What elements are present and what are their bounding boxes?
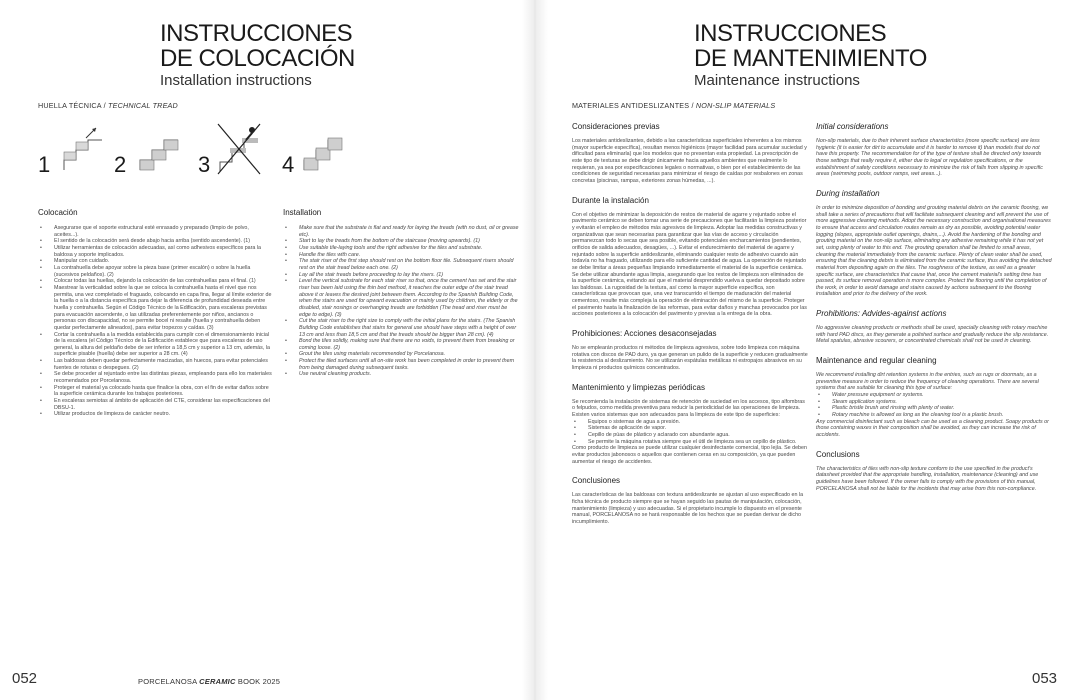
list-item: • Cortar la contrahuella a la medida establecida para cumplir con el dimensionamiento inicial de la escalera (el Código Técnico de la Edificación establece que para escaleras de uso general, la altura del peldaño debe de ser inferior a 18,5 cm y superior a 13 cm, además, la superficie pisable (huella) debe ser superior a 28 cm. (4) bbox=[38, 332, 274, 359]
right-english-column bbox=[816, 122, 1052, 492]
right-section-es: MATERIALES ANTIDESLIZANTES bbox=[572, 101, 690, 110]
list-item: • Sistemas de aplicación de vapor. bbox=[572, 425, 808, 432]
list-item: • Use suitable tile-laying tools and the right adhesive for the tiles and substrate. bbox=[283, 245, 519, 252]
stair-step-2-illustration bbox=[138, 124, 180, 174]
durante-text: Con el objetivo de minimizar la deposición de restos de material de agarre y rejuntado sobre el pavimento cerámico se deben tomar una serie de precauciones que facilitarán la limpieza posterior y evitarán el empleo de métodos más agresivos de limpieza. Adoptar las medidas constructivas y organizativas que sean necesarias para garantizar que las vías de acceso y circulación permanezcan todo lo secas que sea posible, evitando potenciales encharcamientos (pendientes, orificios de salida adecuados, desagües, ...). Evitar el endurecimiento del material de agarre y rejuntado sobre la superficie antideslizante, eliminando cualquier resto de adhesivo cuando aún todavía no ha fraguado, utilizando para ello suficiente cantidad de agua. La operación de rejuntado se debe limitar a áreas pequeñas limpiando inmediatamente el material de la superficie cerámica. Se debe utilizar abundante agua limpia, asegurando que los restos de limpieza son eliminados de la superficie cerámica, evitando así que el material desprendido vuelva a quedar depositado sobre las baldosas. La rugosidad de la textura, así como la mayor superficie específica, son características que provocan que, una vez transcurrido el tiempo de maduración del material cementoso, resulte más compleja la operación de eliminación del mismo de la superficie. Proteger el pavimento hasta la finalización de las reformas, para evitar daños y manchas provocados por las acciones posteriores a la colocación del pavimento y previas a la entrega de la obra. bbox=[572, 211, 807, 318]
list-item: • Use neutral cleaning products. bbox=[283, 371, 519, 378]
mantenimiento-list bbox=[572, 419, 808, 446]
conclusiones-text: Las características de las baldosas con textura antideslizante se ajustan al uso especificado en la ficha técnica de producto siempre que se hayan seguido las pautas de manipulación, colocación, mantenimiento (limpieza) y uso adecuadas. Si el propietario incumple lo dispuesto en el presente manual, PORCELANOSA no se hará responsable de los hechos que se puedan derivar de dicho incumplimiento. bbox=[572, 492, 804, 525]
list-item: • Steam application systems. bbox=[816, 399, 1052, 406]
list-item: • Cepillo de púas de plástico y aclarado con abundante agua. bbox=[572, 432, 808, 439]
list-item: • Bond the tiles solidly, making sure that there are no voids, to prevent them from breaking or coming loose. (2) bbox=[283, 338, 519, 351]
list-item: • Plastic bristle brush and rinsing with plenty of water. bbox=[816, 405, 1052, 412]
right-spanish-column bbox=[572, 122, 808, 526]
list-item: • Water pressure equipment or systems. bbox=[816, 392, 1052, 399]
installation-heading: Installation bbox=[283, 208, 322, 217]
initial-text: Non-slip materials, due to their inherent surface characteristics (more specific surface) are less hygienic (it is easier for dirt to accumulate and it is harder to remove it) than models that do not have this property. The recommendation for of the type of texture shall be directed only towards those settings that really require it, either due to legal or regulation specifications, or the establishment of safety conditions necessary to minimize the risk of falls from slipping in specific areas (swimming pools, outdoor ramps, wet areas...). bbox=[816, 138, 1043, 178]
left-section-label bbox=[38, 101, 178, 110]
list-item: • Las baldosas deben quedar perfectamente macizadas, sin huecos, para evitar potenciales fuentes de roturas o despegues. (2) bbox=[38, 358, 274, 371]
list-item: • Utilizar herramientas de colocación adecuadas, así como adhesivos específicos para la baldosa y soporte implicados. bbox=[38, 245, 274, 258]
right-subtitle: Maintenance instructions bbox=[694, 72, 860, 89]
list-item: • Lay all the stair treads before proceeding to lay the risers. (1) bbox=[283, 272, 519, 279]
right-section-en: NON-SLIP MATERIALS bbox=[695, 101, 776, 110]
footer-brand-name: PORCELANOSA bbox=[138, 677, 200, 686]
left-page-number: 052 bbox=[12, 670, 38, 687]
step-number-4: 4 bbox=[282, 152, 295, 177]
page-spine bbox=[522, 0, 548, 700]
stair-step-3-prohibited-illustration bbox=[216, 122, 262, 176]
list-item: • En escaleras semiotas al ámbito de aplicación del CTE, considerar las especificaciones del DBSU-1. bbox=[38, 398, 274, 411]
list-item: • El sentido de la colocación será desde abajo hacia arriba (sentido ascendente). (1) bbox=[38, 238, 274, 245]
step-number-2: 2 bbox=[114, 152, 127, 177]
prohibiciones-text: No se emplearán productos ni métodos de limpieza agresivos, sobre todo limpieza con máquina rotativa con discos de PAD duro, ya que generan un pulido de la superficie y reducen gradualmente la resistencia al deslizamiento. No se utilizarán espátulas metálicas ni estropajos abrasivos en su limpieza ni productos químicos concentrados. bbox=[572, 345, 808, 372]
list-item: • Start to lay the treads from the bottom of the staircase (moving upwards). (1) bbox=[283, 238, 519, 245]
conclusions-text: The characteristics of tiles with non-slip texture conform to the use specified in the product's datasheet provided that the appropriate handling, installation, maintenance (cleaning) and use guidelines have been followed. If the owner fails to comply with the provisions of this manual, PORCELANOSA shall not be liable for the incidents that may arise from this non-compliance. bbox=[816, 465, 1039, 492]
installation-list bbox=[283, 225, 519, 378]
maintenance-text: We recommend installing dirt retention systems in the entries, such as rugs or doormats, as a preventive measure in order to reduce the frequency of cleaning operations. There are several systems that are suitable for cleaning this type of surface: bbox=[816, 372, 1039, 392]
list-item: • Handle the tiles with care. bbox=[283, 252, 519, 259]
prohibiciones-heading: Prohibiciones: Acciones desaconsejadas bbox=[572, 329, 717, 339]
stair-step-4-illustration bbox=[302, 124, 344, 174]
left-title-line1: INSTRUCCIONES bbox=[160, 20, 353, 47]
conclusions-heading: Conclusions bbox=[816, 449, 860, 459]
list-item: • Protect the tiled surfaces until all on-site work has been completed in order to prevent them from being damaged during subsequent tasks. bbox=[283, 358, 519, 371]
list-item: • Colocar todas las huellas, dejando la colocación de las contrahuellas para el final. (1) bbox=[38, 278, 274, 285]
colocacion-heading: Colocación bbox=[38, 208, 78, 217]
right-section-label bbox=[572, 101, 775, 110]
list-item: • Proteger el material ya colocado hasta que finalice la obra, con el fin de evitar daños sobre la superficie cerámica durante los trabajos posteriores. bbox=[38, 385, 274, 398]
list-item: • Se debe proceder al rejuntado entre las distintas piezas, empleando para ello los materiales recomendados por Porcelanosa. bbox=[38, 371, 274, 384]
list-item: • Grout the tiles using materials recommended by Porcelanosa. bbox=[283, 351, 519, 358]
step-number-3: 3 bbox=[198, 152, 211, 177]
left-title-line2: DE COLOCACIÓN bbox=[160, 45, 355, 72]
right-page-number: 053 bbox=[1032, 670, 1058, 687]
left-subtitle: Installation instructions bbox=[160, 72, 312, 89]
list-item: • Se permite la máquina rotativa siempre que el útil de limpieza sea un cepillo de plástico. bbox=[572, 439, 808, 446]
consideraciones-heading: Consideraciones previas bbox=[572, 122, 660, 131]
list-item: • Level the vertical substrate for each stair riser so that, once the cement has set and the stair riser has been laid using the thin bed method, it reaches the outer edge of the stair tread above it or leaves the desired joint between them. According to the Spanish Building Code, when the stairs are used for upward evacuation or mainly used by children, the elderly or the disabled, stair nosings or overhanging treads are forbidden (The tread and riser must be edge to edge). (3) bbox=[283, 278, 519, 318]
prohibitions-heading: Prohibitions: Advides-against actions bbox=[816, 309, 947, 319]
step-number-1: 1 bbox=[38, 152, 51, 177]
during-heading: During installation bbox=[816, 188, 880, 198]
initial-heading: Initial considerations bbox=[816, 122, 889, 131]
footer-brand bbox=[138, 677, 280, 686]
colocacion-list bbox=[38, 225, 274, 418]
right-title-line1: INSTRUCCIONES bbox=[694, 20, 887, 47]
right-section-sep: / bbox=[689, 101, 696, 110]
list-item: • Utilizar productos de limpieza de carácter neutro. bbox=[38, 411, 274, 418]
list-item: • Rotary machine is allowed as long as the cleaning tool is a plastic brush. bbox=[816, 412, 1052, 419]
prohibitions-text: No aggressive cleaning products or methods shall be used, specially cleaning with rotary machine with hard PAD discs, as they generate a polished surface and gradually reduce the slip resistance. Metal spatulas, abrasive scourers, or concentrated chemicals shall not be used in cleaning. bbox=[816, 325, 1049, 345]
left-section-en: TECHNICAL TREAD bbox=[107, 101, 178, 110]
list-item: • Cut the stair riser to the right size to comply with the initial plans for the stairs. (The Spanish Building Code establishes that stairs for general use should have steps with a height of over 13 cm and less than 18,5 cm and that the treads should be bigger than 28 cm). (4) bbox=[283, 318, 519, 338]
list-item: • Asegurarse que el soporte estructural esté enrasado y preparado (limpio de polvo, aceites...). bbox=[38, 225, 274, 238]
footer-brand-bold: CERAMIC bbox=[199, 677, 236, 686]
during-text: In order to minimize deposition of bonding and grouting material debris on the ceramic flooring, we shall take a series of precautions that will facilitate subsequent cleaning and will prevent the use of more aggressive cleaning methods. Adopt the necessary construction and organisational measures to ensure that access and circulation routes remain as dry as possible, avoiding potential water logging (slopes, appropriate outlet openings, drains,...). Avoid the hardening of the bonding and grouting material on the non-slip surface, eliminating any adhesive remaining while it has not yet set, using plenty of water to this end. The grouting operation shall be limited to small areas, cleaning the material immediately from the ceramic surface. Plenty of clean water shall be used, ensuring that the cleaning debris is eliminated from the ceramic surface, thus avoiding the detached material from depositing again on the tiles. The roughness of the texture, as well as a greater specific surface, are characteristics that cause that, once the cement material's setting time has passed, its surface removal operation is more complex. Protect the flooring until the completion of the work, in order to avoid damage and stains caused by actions subsequent to the flooring installation and prior to the delivery of the work. bbox=[816, 204, 1052, 298]
left-section-sep: / bbox=[101, 101, 108, 110]
right-title-line2: DE MANTENIMIENTO bbox=[694, 45, 927, 72]
maintenance-list bbox=[816, 392, 1052, 419]
list-item: • Make sure that the substrate is flat and ready for laying the treads (with no dust, oil or grease etc). bbox=[283, 225, 519, 238]
durante-heading: Durante la instalación bbox=[572, 195, 649, 205]
conclusiones-heading: Conclusiones bbox=[572, 476, 621, 486]
list-item: • La contrahuella debe apoyar sobre la pieza base (primer escalón) o sobre la huella (sucesivos peldaños). (2) bbox=[38, 265, 274, 278]
maintenance-after: Any commercial disinfectant such as bleach can be used as a cleaning product. Soapy products or those containing waxes in their composition shall be avoided, as they can increase the risk of accidents. bbox=[816, 418, 1049, 438]
list-item: • Maestrear la verticalidad sobre la que se coloca la contrahuella hasta el nivel que nos permita, una vez completado el fraguado, colocando en capa fina, llegar al límite exterior de la huella o a la distancia específica para dejar la diferencia de profundidad deseada entre huella y contrahuella. Según el Código Técnico de la Edificación, para escaleras previstas para evacuación ascendente, o las utilizadas preferentemente por niños, ancianos o personas con discapacidad, no se permite bocel ni resalte (huella y contrahuella deben quedar perfectamente alineados), para evitar tropezos y caídas. (3) bbox=[38, 285, 274, 332]
stair-step-1-illustration bbox=[62, 124, 104, 174]
footer-brand-rest: BOOK 2025 bbox=[235, 677, 281, 686]
list-item: • Manipular con cuidado. bbox=[38, 258, 274, 265]
list-item: • The stair riser of the first step should rest on the bottom floor tile. Subsequent risers should rest on the stair tread below each one. (2) bbox=[283, 258, 519, 271]
left-section-es: HUELLA TÉCNICA bbox=[38, 101, 102, 110]
consideraciones-text: Los materiales antideslizantes, debido a las características superficiales inherentes a los mismos (mayor superficie específica), resultan menos higiénicos (mayor facilidad para acumular suciedad y dificultad para eliminarla) que los modelos que no presentan esta propiedad. La prescripción de este tipo de texturas se debe dirigir únicamente hacia aquellos ambientes que realmente lo requieran, ya sea por especificaciones legales o normativas, o bien por el establecimiento de las condiciones de seguridad necesarias para minimizar el riesgo de caídas por resbalones en zonas concretas (piscinas, rampas, exteriores zonas húmedas, ...). bbox=[572, 138, 807, 184]
list-item: • Equipos o sistemas de agua a presión. bbox=[572, 419, 808, 426]
mantenimiento-heading: Mantenimiento y limpiezas periódicas bbox=[572, 382, 705, 392]
maintenance-heading: Maintenance and regular cleaning bbox=[816, 356, 937, 366]
mantenimiento-after: Como producto de limpieza se puede utilizar cualquier desinfectante comercial, tipo lejía. Se deben evitar productos jabonosos o aquellos que contienen ceras en su composición, ya que pueden aumentar el riesgo de accidentes. bbox=[572, 445, 807, 465]
mantenimiento-text: Se recomienda la instalación de sistemas de retención de suciedad en los accesos, tipo alfombras o felpudos, como medida preventiva para reducir la periodicidad de las operaciones de limpieza. Existen varios sistemas que son adecuados para la limpieza de este tipo de superficies: bbox=[572, 398, 805, 419]
